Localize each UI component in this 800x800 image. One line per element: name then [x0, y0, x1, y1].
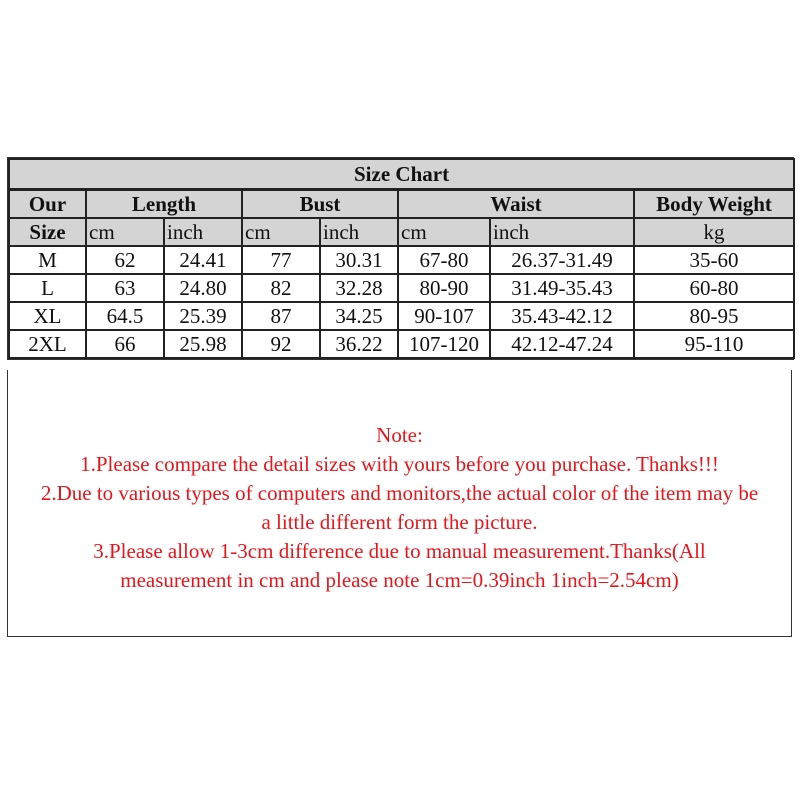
unit-waist-inch: inch: [490, 218, 634, 246]
waist-inch: 31.49-35.43: [490, 274, 634, 302]
bust-inch: 32.28: [320, 274, 398, 302]
note-line-1: 1.Please compare the detail sizes with yours before you purchase. Thanks!!!: [80, 452, 719, 476]
header-size-2: Size: [9, 218, 86, 246]
unit-weight-kg: kg: [634, 218, 794, 246]
length-cm: 62: [86, 246, 164, 274]
bust-inch: 34.25: [320, 302, 398, 330]
length-cm: 66: [86, 330, 164, 358]
waist-cm: 90-107: [398, 302, 490, 330]
bust-cm: 82: [242, 274, 320, 302]
header-length: Length: [86, 190, 242, 219]
bust-inch: 36.22: [320, 330, 398, 358]
bust-cm: 92: [242, 330, 320, 358]
unit-bust-cm: cm: [242, 218, 320, 246]
weight-kg: 60-80: [634, 274, 794, 302]
table-row: [9, 246, 794, 274]
waist-cm: 80-90: [398, 274, 490, 302]
header-weight: Body Weight: [634, 190, 794, 219]
bust-cm: 77: [242, 246, 320, 274]
length-inch: 25.98: [164, 330, 242, 358]
size: 2XL: [9, 330, 86, 358]
waist-cm: 107-120: [398, 330, 490, 358]
unit-waist-cm: cm: [398, 218, 490, 246]
header-waist: Waist: [398, 190, 634, 219]
length-cm: 63: [86, 274, 164, 302]
table-row: [9, 330, 794, 358]
table-row: [9, 274, 794, 302]
bust-cm: 87: [242, 302, 320, 330]
note-box: [7, 370, 792, 637]
note-line-3b: measurement in cm and please note 1cm=0.39inch 1inch=2.54cm): [120, 568, 679, 592]
note-title: Note:: [376, 423, 423, 447]
bust-inch: 30.31: [320, 246, 398, 274]
length-inch: 24.41: [164, 246, 242, 274]
header-bust: Bust: [242, 190, 398, 219]
unit-bust-inch: inch: [320, 218, 398, 246]
weight-kg: 80-95: [634, 302, 794, 330]
waist-inch: 35.43-42.12: [490, 302, 634, 330]
title-row: [9, 159, 794, 190]
weight-kg: 35-60: [634, 246, 794, 274]
note-line-3: 3.Please allow 1-3cm difference due to manual measurement.Thanks(All: [93, 539, 706, 563]
length-inch: 24.80: [164, 274, 242, 302]
table-row: [9, 302, 794, 330]
unit-row: [9, 218, 794, 246]
size: XL: [9, 302, 86, 330]
size: L: [9, 274, 86, 302]
chart-title: Size Chart: [9, 159, 794, 190]
size: M: [9, 246, 86, 274]
waist-inch: 26.37-31.49: [490, 246, 634, 274]
weight-kg: 95-110: [634, 330, 794, 358]
size-chart-table: [7, 157, 794, 360]
length-cm: 64.5: [86, 302, 164, 330]
header-size-1: Our: [9, 190, 86, 219]
waist-inch: 42.12-47.24: [490, 330, 634, 358]
waist-cm: 67-80: [398, 246, 490, 274]
note-line-2: 2.Due to various types of computers and monitors,the actual color of the item may be: [40, 481, 759, 505]
header-row: [9, 190, 794, 219]
unit-length-inch: inch: [164, 218, 242, 246]
unit-length-cm: cm: [86, 218, 164, 246]
length-inch: 25.39: [164, 302, 242, 330]
note-line-2b: a little different form the picture.: [261, 510, 538, 534]
